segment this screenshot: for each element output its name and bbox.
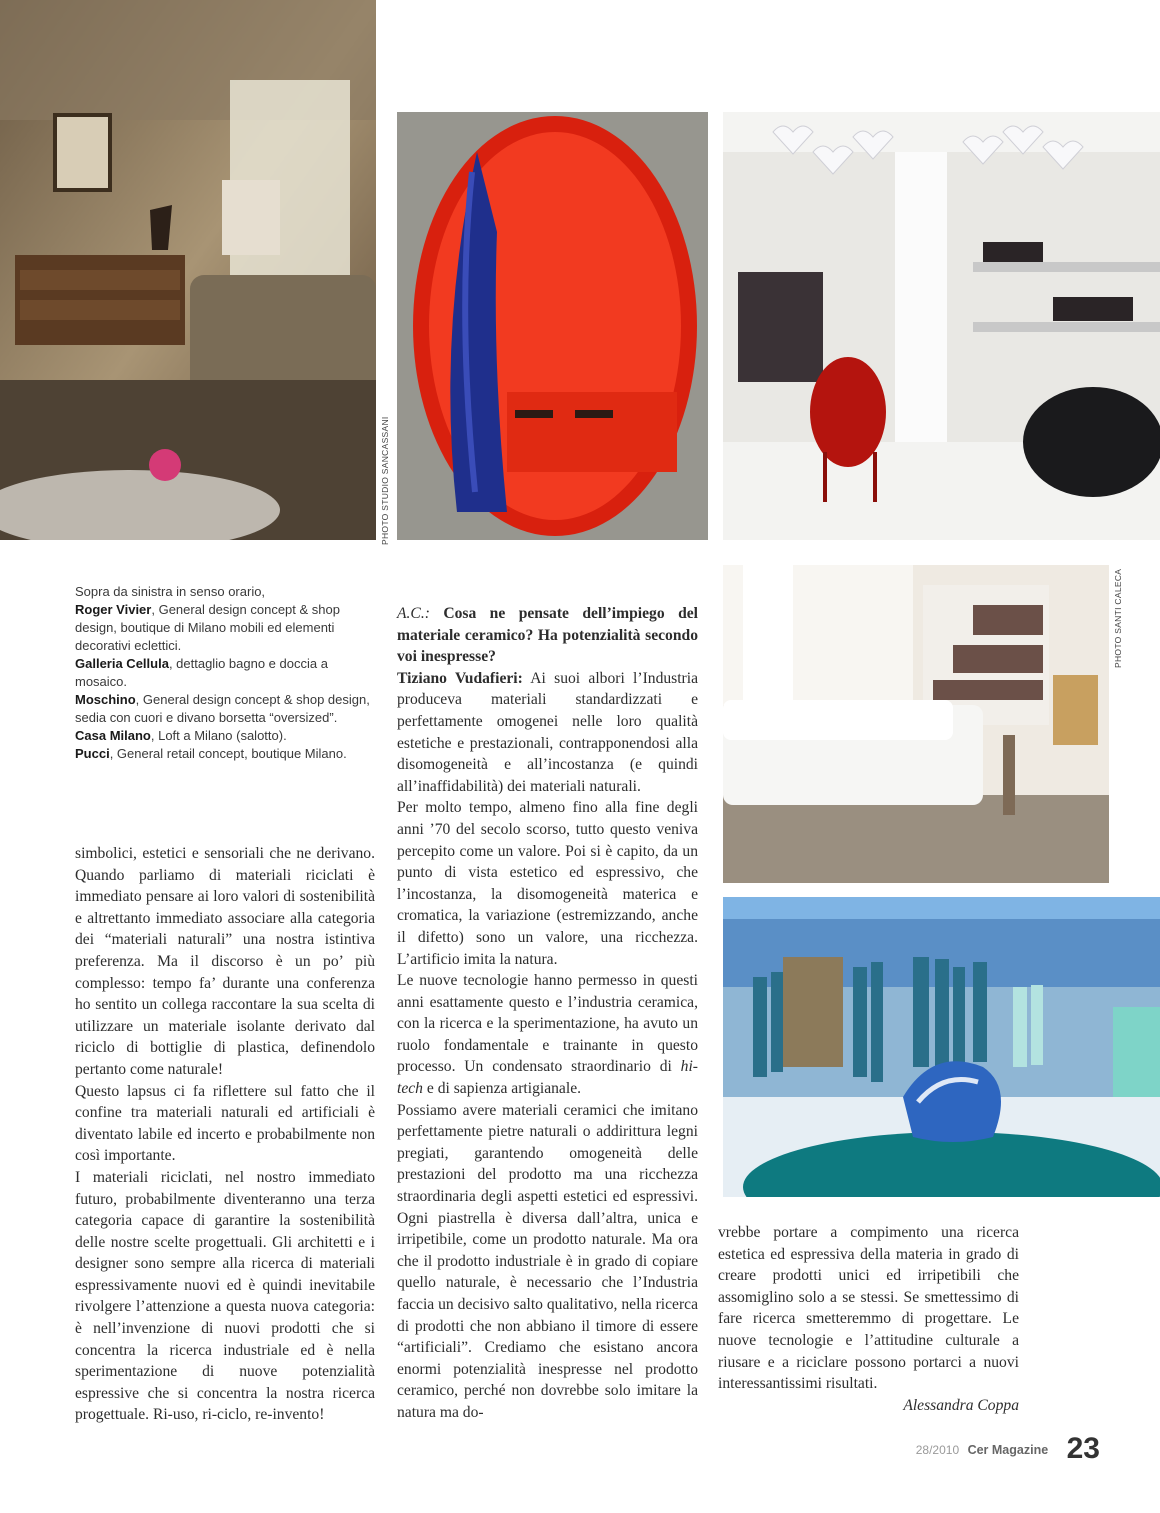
- caption-item: Pucci, General retail concept, boutique Milano.: [75, 746, 347, 761]
- article-paragraph: I materiali riciclati, nel nostro immediato futuro, probabilmente diventeranno una terza categoria capace di garantire la sostenibilità delle nostre scelte progettuali. Gli architetti e i designer sono sempre alla ricerca di materiali espressivamente nuovi ed è quindi inevitabile rivolgere l’attenzione a questa nuova categoria: è nell’invenzione di nuovi prodotti che si concentra la ricerca industriale ed è nella sperimentazione di nuove potenzialità espressive che si concentra la nostra ricerca progettuale. Ri-uso, ri-ciclo, re-invento!: [75, 1168, 375, 1424]
- page-footer: [916, 1432, 1100, 1466]
- photo-moschino: [723, 112, 1160, 540]
- article-paragraph: Per molto tempo, almeno fino alla fine degli anni ’70 del secolo scorso, tutto questo veniva percepito come un valore. Poi si è capito, da un punto di vista estetico ed espressivo, che l’incostanza, la disomogeneità materica e cromatica, la variazione (estremizzando, anche il difetto) sono un valore, una ricchezza. L’artificio imita la natura.: [397, 799, 698, 968]
- interview-answer: Tiziano Vudafieri: Ai suoi albori l’Industria produceva materiali standardizzati e perfettamente omogenei nelle loro qualità estetiche e prestazionali, contrapponendosi alla disomogeneità e all’incostanza (e quindi all’inaffidabilità) dei materiali naturali.: [397, 669, 699, 795]
- caption-item: Moschino, General design concept & shop design, sedia con cuori e divano borsetta “oversized”.: [75, 692, 370, 725]
- caption-item: Casa Milano, Loft a Milano (salotto).: [75, 728, 287, 743]
- photo-roger-vivier: [0, 0, 376, 540]
- article-paragraph: vrebbe portare a compimento una ricerca estetica ed espressiva della materia in grado di creare prodotti unici ed irripetibili che assomiglino solo a se stessi. Se smettessimo di fare ricerca smetteremmo di progettare. Le nuove tecnologie e l’attitudine culturale a riusare e a riciclare possono portarci a nuovi interessantissimi risultati.: [718, 1224, 1019, 1393]
- photo-pucci: [723, 897, 1160, 1197]
- article-paragraph: Questo lapsus ci fa riflettere sul fatto che il confine tra materiali naturali ed artificiali è diventato labile ed incerto e probabilmente non così importante.: [75, 1082, 375, 1165]
- photo-caption: [75, 583, 375, 763]
- article-column-1: [75, 843, 375, 1426]
- photo-credit-caleca: PHOTO SANTI CALECA: [1113, 568, 1123, 668]
- caption-intro: Sopra da sinistra in senso orario,: [75, 584, 266, 599]
- interview-question: A.C.: Cosa ne pensate dell’impiego del materiale ceramico? Ha potenzialità secondo voi inespresse?: [397, 605, 698, 666]
- article-paragraph: Le nuove tecnologie hanno permesso in questi anni esattamente questo e l’industria ceramica, con la ricerca e la sperimentazione, ha avuto un ruolo fondamentale e trainante in questo processo. Un condensato straordinario di hi-tech e di sapienza artigianale.: [397, 972, 698, 1098]
- author-signature: Alessandra Coppa: [903, 1396, 1019, 1414]
- photo-casa-milano: [723, 565, 1109, 883]
- caption-item: Roger Vivier, General design concept & shop design, boutique di Milano mobili ed elementi decorativi eclettici.: [75, 602, 340, 653]
- issue-number: 28/2010: [915, 1443, 960, 1457]
- article-paragraph: Possiamo avere materiali ceramici che imitano perfettamente pietre naturali o addirittura legni pregiati, garantendo omogeneità delle prestazioni del prodotto ma una ricchezza straordinaria degli aspetti estetici ed espressivi. Ogni piastrella è diversa dall’altra, unica e irripetibile, come un prodotto naturale. Ma ora che il prodotto industriale è in grado di copiare quello naturale, è necessario che l’Industria faccia un decisivo salto qualitativo, nella ricerca di prodotti che non abbiano il timore di essere “artificiali”. Crediamo che esistano ancora enormi potenzialità inespresse nel prodotto ceramico, perché non dovrebbe solo imitare la natura ma do-: [397, 1101, 698, 1421]
- magazine-name: Cer Magazine: [967, 1443, 1049, 1457]
- article-column-3: [718, 1222, 1019, 1416]
- page-number: 23: [1066, 1432, 1100, 1465]
- article-column-2: [397, 603, 698, 1424]
- photo-credit-sancassani: PHOTO STUDIO SANCASSANI: [380, 416, 390, 545]
- article-paragraph: simbolici, estetici e sensoriali che ne derivano. Quando parliamo di materiali riciclati è immediato pensare ai loro valori di sostenibilità e altrettanto immediato associare alla categoria dei “materiali naturali” una nostra istintiva preferenza. Ma il discorso è un po’ più complesso: tempo fa’ durante una conferenza ho sentito un collega raccontare la sua scelta di utilizzare un materiale isolante derivato dal riciclo di bottiglie di plastica, definendolo pertanto come naturale!: [75, 845, 375, 1078]
- caption-item: Galleria Cellula, dettaglio bagno e doccia a mosaico.: [75, 656, 328, 689]
- photo-galleria-cellula: [397, 112, 708, 540]
